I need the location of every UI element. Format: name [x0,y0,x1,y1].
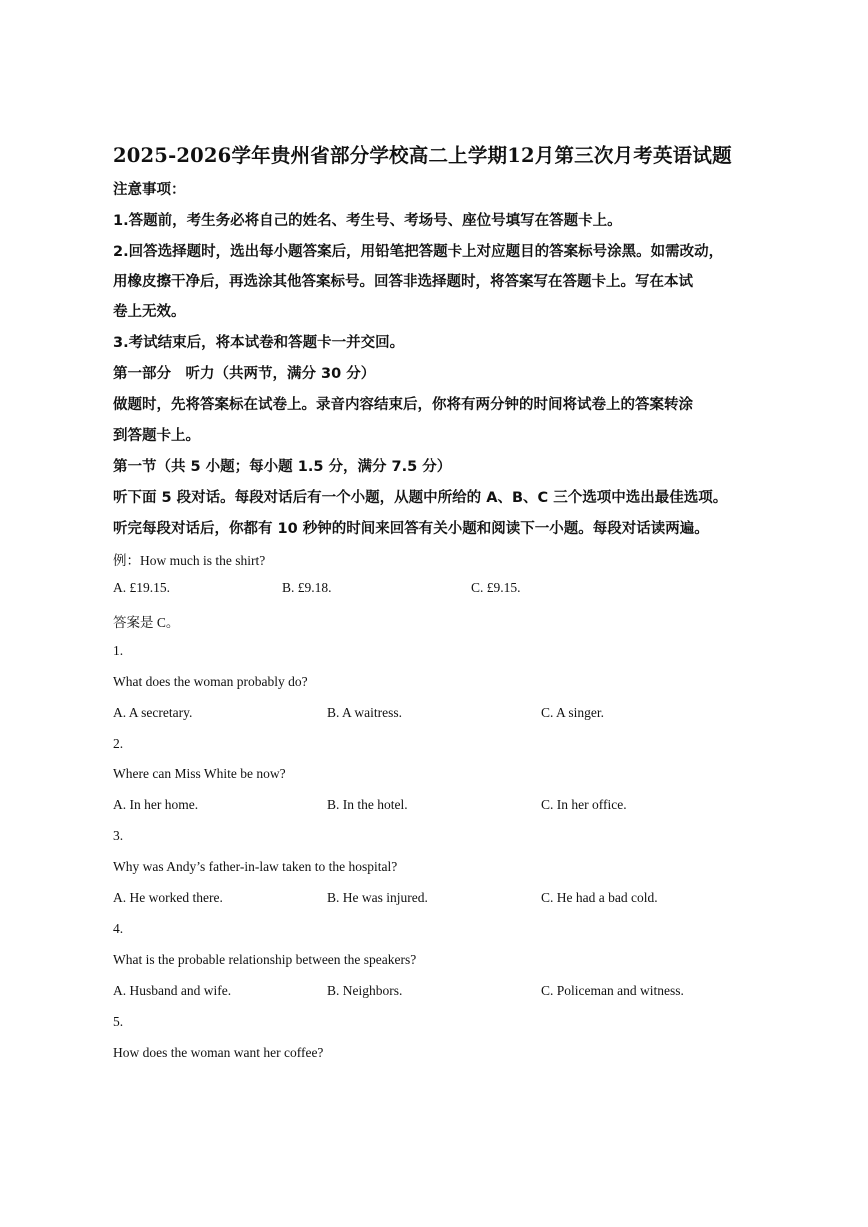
question-option-a: A. He worked there. [113,890,223,905]
example-option-b: B. £9.18. [282,580,332,595]
question-option-a: A. A secretary. [113,705,193,720]
question-text: What is the probable relationship between the speakers? [113,952,417,967]
example-option-c: C. £9.15. [471,580,521,595]
example-answer: 答案是 C。 [113,615,180,630]
question-option-b: B. He was injured. [327,890,428,905]
page-title: 2025-2026学年贵州省部分学校高二上学期12月第三次月考英语试题 [113,144,732,167]
question-option-b: B. Neighbors. [327,983,403,998]
notice-item-2-line-1: 2.回答选择题时，选出每小题答案后，用铅笔把答题卡上对应题目的答案标号涂黑。如需改动， [113,244,724,260]
question-number: 1. [113,643,124,658]
question-option-c: C. Policeman and witness. [541,983,684,998]
question-option-c: C. He had a bad cold. [541,890,658,905]
question-option-b: B. In the hotel. [327,797,408,812]
question-option-a: A. Husband and wife. [113,983,232,998]
question-number: 2. [113,736,124,751]
question-text: What does the woman probably do? [113,674,308,689]
question-option-b: B. A waitress. [327,705,403,720]
question-option-a: A. In her home. [113,797,199,812]
question-number: 3. [113,828,124,843]
section1-heading: 第一节（共 5 小题；每小题 1.5 分，满分 7.5 分） [113,459,452,475]
part1-heading: 第一部分 听力（共两节，满分 30 分） [113,366,376,382]
notice-item-3: 3.考试结束后，将本试卷和答题卡一并交回。 [113,335,405,351]
part1-instruction-line-2: 到答题卡上。 [113,428,200,444]
part1-instruction-line-1: 做题时，先将答案标在试卷上。录音内容结束后，你将有两分钟的时间将试卷上的答案转涂 [113,397,693,413]
question-option-c: C. A singer. [541,705,605,720]
example-question: 例：How much is the shirt? [113,553,266,568]
notice-item-2-line-2: 用橡皮擦干净后，再选涂其他答案标号。回答非选择题时，将答案写在答题卡上。写在本试 [113,274,693,290]
notice-item-1: 1.答题前，考生务必将自己的姓名、考生号、考场号、座位号填写在答题卡上。 [113,213,622,229]
question-number: 4. [113,921,124,936]
section1-instruction-line-1: 听下面 5 段对话。每段对话后有一个小题，从题中所给的 A、B、C 三个选项中选出最佳选项。 [113,490,728,506]
question-text: How does the woman want her coffee? [113,1045,324,1060]
notice-item-2-line-3: 卷上无效。 [113,304,186,320]
question-text: Why was Andy’s father-in-law taken to the hospital? [113,859,398,874]
question-number: 5. [113,1014,124,1029]
notice-heading: 注意事项： [113,182,186,198]
section1-instruction-line-2: 听完每段对话后，你都有 10 秒钟的时间来回答有关小题和阅读下一小题。每段对话读两遍。 [113,521,709,537]
question-text: Where can Miss White be now? [113,766,286,781]
example-option-a: A. £19.15. [113,580,170,595]
question-option-c: C. In her office. [541,797,627,812]
